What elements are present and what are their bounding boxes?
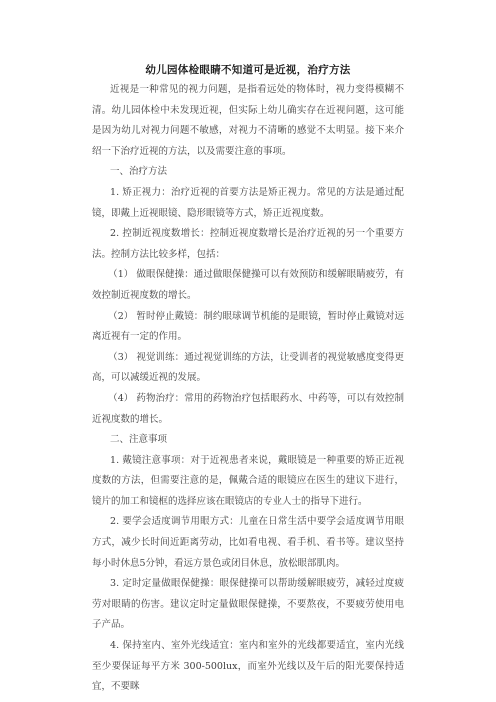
section-heading-treatment: 一、治疗方法 [110, 166, 168, 178]
notes-item-3: 3. 定时定量做眼保健操：眼保健操可以帮助缓解眼疲劳，减轻过度疲劳对眼睛的伤害。建议定时定量做眼保健操，不要熬夜，不要疲劳使用电子产品。 [92, 578, 404, 631]
treatment-item-2: 2. 控制近视度数增长：控制近视度数增长是治疗近视的另一个重要方法。控制方法比较多样，包括： [92, 228, 404, 260]
document-body [92, 80, 404, 698]
intro-paragraph: 近视是一种常见的视力问题，是指看远处的物体时，视力变得模糊不清。幼儿园体检中未发现近视，但实际上幼儿确实存在近视问题，这可能是因为幼儿对视力问题不敏感，对视力不清晰的感觉不太明显。接下来介绍一下治疗近视的方法，以及需要注意的事项。 [92, 84, 404, 157]
treatment-subitem-2: （2） 暂时停止戴镜：制约眼球调节机能的是眼镜，暂时停止戴镜对远离近视有一定的作用。 [92, 310, 404, 343]
document-title: 幼儿园体检眼睛不知道可是近视，治疗方法 [145, 64, 351, 76]
treatment-item-1: 1. 矫正视力：治疗近视的首要方法是矫正视力。常见的方法是通过配镜，即戴上近视眼镜、隐形眼镜等方式，矫正近视度数。 [92, 186, 404, 219]
notes-item-2: 2. 要学会适度调节用眼方式：儿童在日常生活中要学会适度调节用眼方式，减少长时间近距离劳动，比如看电视、看手机、看书等。建议坚持每小时休息5分钟，看远方景色或闭目休息，放松眼部肌肉。 [92, 516, 404, 569]
treatment-subitem-3: （3） 视觉训练：通过视觉训练的方法，让受训者的视觉敏感度变得更高，可以减缓近视的发展。 [92, 351, 404, 384]
notes-item-1: 1. 戴镜注意事项：对于近视患者来说，戴眼镜是一种重要的矫正近视度数的方法，但需要注意的是，佩戴合适的眼镜应在医生的建议下进行，镜片的加工和镜框的选择应该在眼镜店的专业人士的指导下进行。 [92, 454, 404, 507]
treatment-subitem-4: （4） 药物治疗：常用的药物治疗包括眼药水、中药等，可以有效控制近视度数的增长。 [92, 392, 404, 425]
section-heading-notes: 二、注意事项 [110, 434, 168, 446]
notes-item-4: 4. 保持室内、室外光线适宜：室内和室外的光线都要适宜，室内光线至少要保证每平方米 300-500lux，而室外光线以及午后的阳光要保持适宜，不要眯 [92, 640, 404, 693]
treatment-subitem-1: （1） 做眼保健操：通过做眼保健操可以有效预防和缓解眼睛疲劳，有效控制近视度数的增长。 [92, 269, 404, 301]
